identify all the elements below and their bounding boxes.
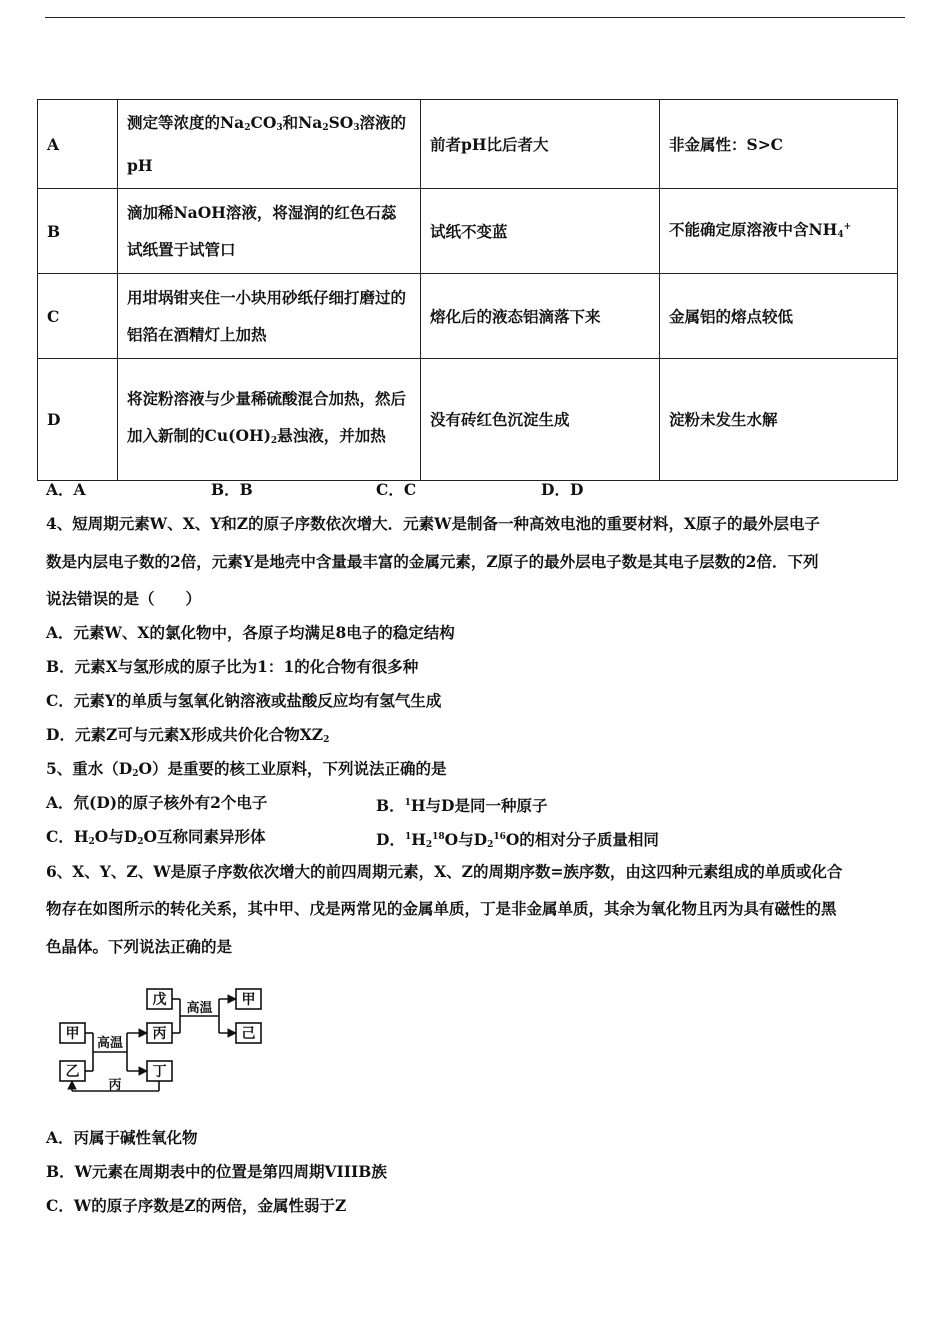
operation-cell: 滴加稀NaOH溶液，将湿润的红色石蕊试纸置于试管口 [118, 189, 421, 274]
q6-option-a: A．丙属于碱性氧化物 [46, 1128, 198, 1147]
header-rule [45, 17, 905, 18]
q5-option-c: C．$H_2O$与$D_2O$互称同素异形体 [46, 827, 266, 847]
q4-option-b: B．元素X与氢形成的原子比为1：1的化合物有很多种 [46, 657, 419, 676]
operation-cell: 将淀粉溶液与少量稀硫酸混合加热，然后加入新制的$Cu(OH)_2$悬浊液，并加热 [118, 359, 421, 481]
conclusion-cell: 淀粉未发生水解 [660, 359, 898, 481]
box-jia: 甲 [65, 1026, 80, 1042]
phenomenon-cell: 试纸不变蓝 [421, 189, 660, 274]
table-row [38, 100, 898, 189]
phenomenon-cell: 熔化后的液态铝滴落下来 [421, 274, 660, 359]
q4-option-a: A．元素W、X的氯化物中，各原子均满足8电子的稳定结构 [46, 623, 455, 642]
experiment-table [37, 99, 898, 481]
q5-option-d: D．$^1H_2^{18}O$与$D_2^{16}O$的相对分子质量相同 [376, 830, 659, 850]
row-label: B [38, 189, 118, 274]
box-yi: 乙 [65, 1064, 80, 1080]
row-label: C [38, 274, 118, 359]
box-wu: 戊 [152, 992, 167, 1008]
conclusion-cell: 金属铝的熔点较低 [660, 274, 898, 359]
conclusion-cell: 非金属性：S>C [660, 100, 898, 189]
q5-option-b: B．$^1$H与D是同一种原子 [376, 796, 548, 815]
box-bing: 丙 [152, 1026, 167, 1042]
operation-cell: 用坩埚钳夹住一小块用砂纸仔细打磨过的铝箔在酒精灯上加热 [118, 274, 421, 359]
table-row [38, 274, 898, 359]
q3-option-a: A．A [46, 480, 86, 499]
conclusion-cell: 不能确定原溶液中含$NH_4^+$ [660, 189, 898, 274]
condition-high-temp: 高温 [186, 1001, 213, 1016]
q4-option-c: C．元素Y的单质与氢氧化钠溶液或盐酸反应均有氢气生成 [46, 691, 442, 710]
q6-stem-line: 色晶体。下列说法正确的是 [46, 937, 233, 956]
arrow-label-bing: 丙 [108, 1078, 122, 1093]
q5-stem: 5、重水$(D_2O)$是重要的核工业原料，下列说法正确的是 [46, 759, 447, 779]
q4-stem-line: 4、短周期元素W、X、Y和Z的原子序数依次增大．元素W是制备一种高效电池的重要材料，X原子的最外层电子 [46, 514, 821, 533]
q6-option-c: C．W的原子序数是Z的两倍，金属性弱于Z [46, 1196, 347, 1215]
phenomenon-cell: 没有砖红色沉淀生成 [421, 359, 660, 481]
table-row [38, 189, 898, 274]
row-label: A [38, 100, 118, 189]
q3-option-c: C．C [376, 480, 417, 499]
table-row [38, 359, 898, 481]
phenomenon-cell: 前者pH比后者大 [421, 100, 660, 189]
row-label: D [38, 359, 118, 481]
conversion-diagram [55, 985, 270, 1097]
q3-option-d: D．D [541, 480, 584, 499]
q3-option-b: B．B [211, 480, 253, 499]
q6-stem-line: 物存在如图所示的转化关系，其中甲、戊是两常见的金属单质，丁是非金属单质，其余为氧化物且丙为具有磁性的黑 [46, 899, 837, 918]
operation-cell: 测定等浓度的$Na_2CO_3$和$Na_2SO_3$溶液的pH [118, 100, 421, 189]
condition-high-temp: 高温 [96, 1036, 124, 1051]
box-jia-product: 甲 [241, 992, 256, 1008]
q4-option-d: D．元素Z可与元素X形成共价化合物$XZ_2$ [46, 725, 330, 745]
q4-stem-line: 数是内层电子数的2倍，元素Y是地壳中含量最丰富的金属元素，Z原子的最外层电子数是其电子层数的2倍．下列 [46, 552, 819, 571]
box-ji: 己 [241, 1026, 256, 1042]
q5-option-a: A．氘(D)的原子核外有2个电子 [46, 793, 268, 812]
q4-stem-line: 说法错误的是（ ） [46, 589, 202, 608]
q6-option-b: B．W元素在周期表中的位置是第四周期VIIIB族 [46, 1162, 387, 1181]
box-ding: 丁 [152, 1064, 167, 1080]
q6-stem-line: 6、X、Y、Z、W是原子序数依次增大的前四周期元素，X、Z的周期序数=族序数，由这四种元素组成的单质或化合 [46, 862, 843, 881]
